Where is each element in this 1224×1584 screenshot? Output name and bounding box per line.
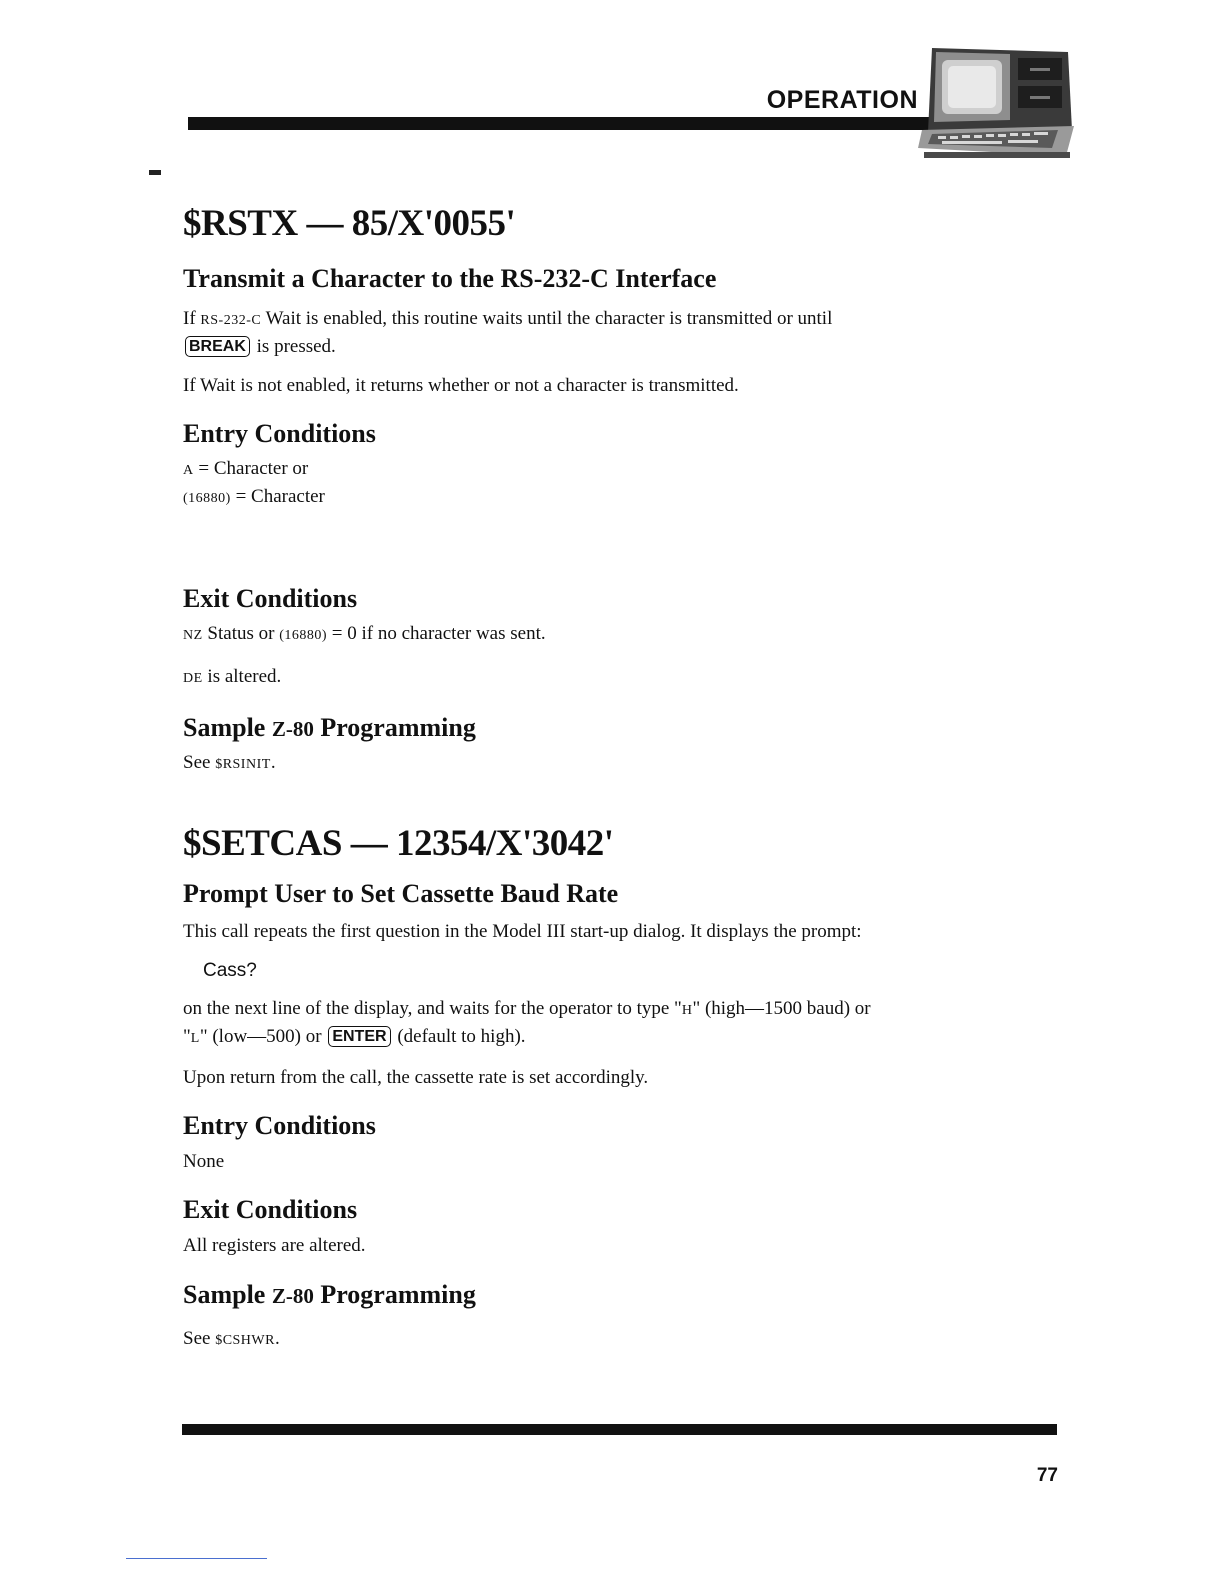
setcas-entry-heading: Entry Conditions	[183, 1111, 376, 1140]
setcas-paragraph-2: on the next line of the display, and waits for the operator to type "H" (high—1500 baud) or "L" (low—500) or ENTER (default to high).	[183, 998, 871, 1047]
setcas-exit-heading: Exit Conditions	[183, 1195, 358, 1224]
setcas-paragraph-3: Upon return from the call, the cassette rate is set accordingly.	[183, 1067, 649, 1088]
rstx-title: $RSTX — 85/X'0055'	[183, 203, 516, 244]
section-label: OPERATION	[766, 86, 918, 114]
setcas-paragraph-1: This call repeats the first question in the Model III start-up dialog. It displays the prompt:	[183, 921, 862, 942]
setcas-sample-heading: Sample Z-80 Programming	[183, 1280, 476, 1309]
rstx-entry-heading: Entry Conditions	[183, 419, 376, 448]
rstx-exit-heading: Exit Conditions	[183, 584, 358, 613]
setcas-entry-text: None	[183, 1151, 225, 1172]
page-number: 77	[1036, 1465, 1058, 1486]
rstx-entry-line-2: (16880) = Character	[183, 486, 325, 507]
cass-prompt: Cass?	[203, 960, 257, 981]
setcas-exit-text: All registers are altered.	[183, 1235, 366, 1256]
setcas-title: $SETCAS — 12354/X'3042'	[183, 823, 614, 864]
rstx-paragraph-1: If RS-232-C Wait is enabled, this routine waits until the character is transmitted or until BREAK is pressed.	[183, 308, 833, 357]
rstx-entry-line-1: A = Character or	[183, 458, 309, 479]
rstx-subtitle: Transmit a Character to the RS-232-C Interface	[183, 264, 717, 293]
rstx-sample-heading: Sample Z-80 Programming	[183, 713, 476, 742]
margin-mark	[149, 170, 161, 175]
setcas-subtitle: Prompt User to Set Cassette Baud Rate	[183, 879, 619, 908]
computer-icon	[918, 44, 1078, 166]
rstx-exit-line-2: DE is altered.	[183, 666, 282, 687]
header-rule	[188, 117, 930, 130]
page-content	[183, 198, 883, 1354]
break-key: BREAK	[185, 336, 250, 357]
setcas-sample-text: See $CSHWR.	[183, 1328, 280, 1349]
rstx-sample-text: See $RSINIT.	[183, 752, 276, 773]
rstx-exit-line-1: NZ Status or (16880) = 0 if no character was sent.	[183, 623, 546, 644]
link-underline	[126, 1558, 267, 1559]
enter-key: ENTER	[328, 1026, 390, 1047]
rstx-paragraph-2: If Wait is not enabled, it returns whether or not a character is transmitted.	[183, 375, 739, 396]
footer-rule	[182, 1424, 1057, 1435]
